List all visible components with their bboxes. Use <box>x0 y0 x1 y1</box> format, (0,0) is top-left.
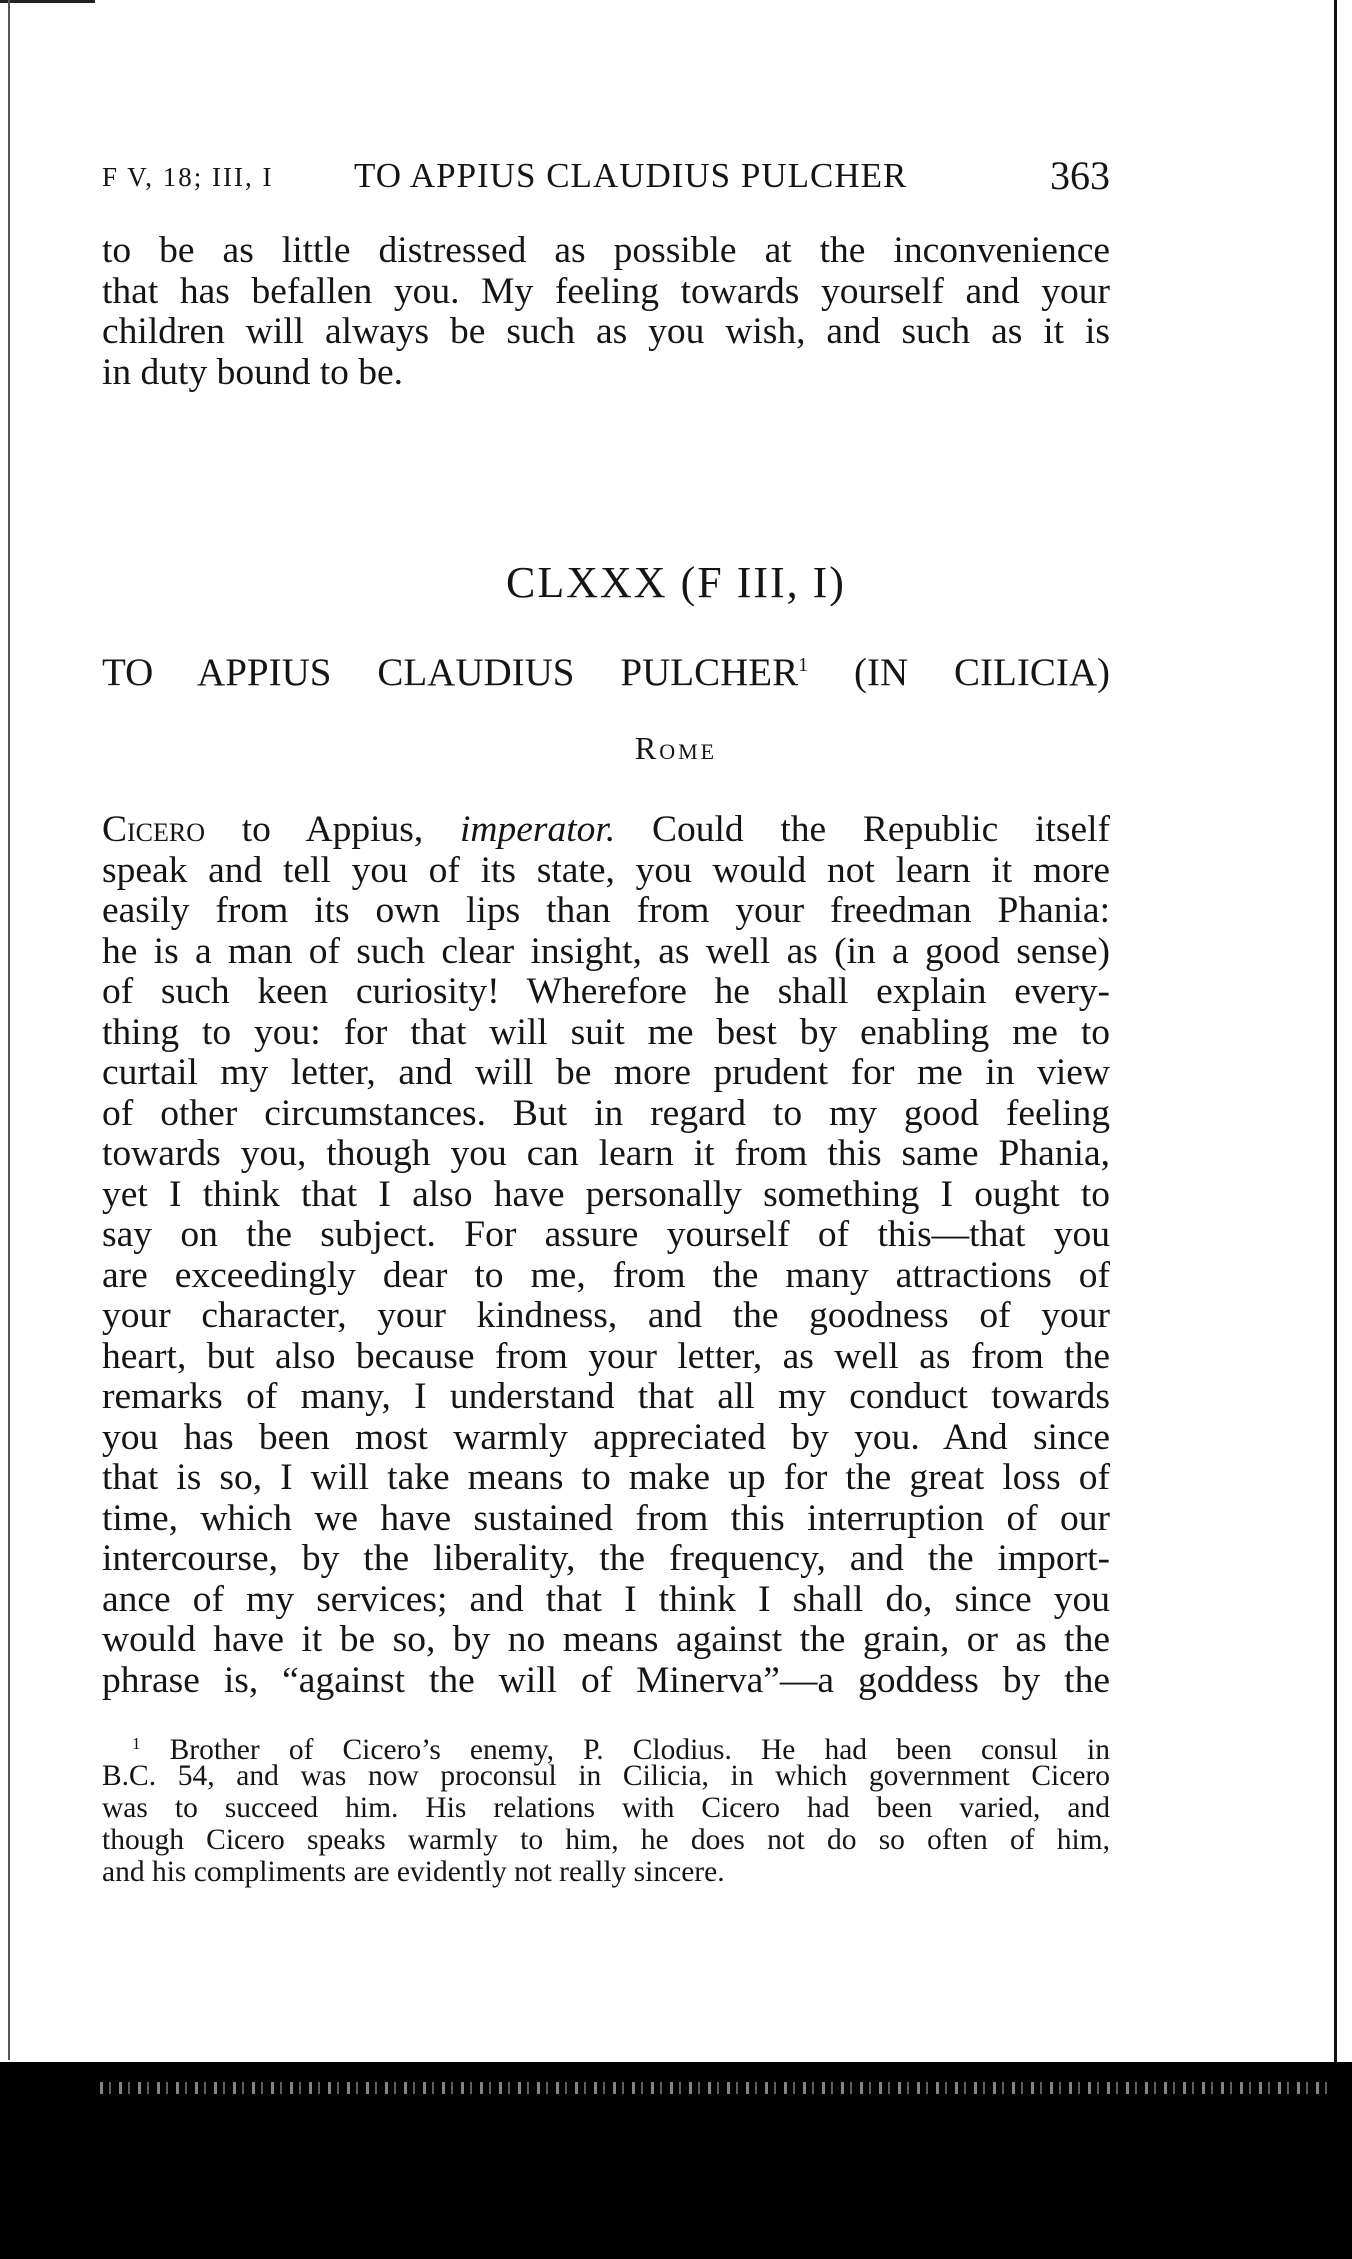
text-line: in duty bound to be. <box>102 351 404 393</box>
text-line: of such keen curiosity! Wherefore he shall explain every- <box>102 971 1110 1012</box>
letter-reference: (F III, I) <box>680 558 846 607</box>
footnote-line: B.C. 54, and was now proconsul in Cilicia, in which government Cicero <box>102 1760 1110 1792</box>
page-number: 363 <box>1050 153 1110 198</box>
footnote-text: Brother of Cicero’s enemy, P. Clodius. He had been consul in <box>169 1734 1111 1766</box>
letter-recipient: TO APPIUS CLAUDIUS PULCHER <box>102 651 799 694</box>
text-line: curtail my letter, and will be more prudent for me in view <box>102 1052 1110 1093</box>
text-line: intercourse, by the liberality, the frequency, and the import- <box>102 1538 1110 1579</box>
text-line: he is a man of such clear insight, as well as (in a good sense) <box>102 930 1110 972</box>
text-line: easily from its own lips than from your freedman Phania: <box>102 890 1110 931</box>
letter-number: CLXXX <box>506 558 668 607</box>
salutation-name: Cicero <box>102 809 206 850</box>
text-line: time, which we have sustained from this interruption of our <box>102 1497 1110 1539</box>
letter-heading <box>102 650 1110 695</box>
text-line: of other circumstances. But in regard to my good feeling <box>102 1092 1110 1134</box>
running-head-title: TO APPIUS CLAUDIUS PULCHER <box>354 156 908 195</box>
text-line: children will always be such as you wish, and such as it is <box>102 311 1110 352</box>
text-line: yet I think that I also have personally something I ought to <box>102 1173 1110 1215</box>
continued-paragraph <box>102 231 1110 393</box>
text-line: towards you, though you can learn it from this same Phania, <box>102 1133 1110 1174</box>
footnote-line: was to succeed him. His relations with Cicero had been varied, and <box>102 1792 1110 1824</box>
text-line: would have it be so, by no means against the grain, or as the <box>102 1619 1110 1660</box>
text-line: say on the subject. For assure yourself of this—that you <box>102 1214 1110 1255</box>
text-line: ance of my services; and that I think I shall do, since you <box>102 1578 1110 1620</box>
text-line: speak and tell you of its state, you would not learn it more <box>102 849 1110 891</box>
text-line: that is so, I will take means to make up for the great loss of <box>102 1457 1110 1498</box>
text-line-opening <box>102 810 1110 851</box>
text-line: that has befallen you. My feeling towards yourself and your <box>102 270 1110 312</box>
text-line: your character, your kindness, and the goodness of your <box>102 1295 1110 1336</box>
page-edge-left <box>8 0 10 2060</box>
footnote-marker: 1 <box>798 654 809 676</box>
text-line: to be as little distressed as possible at the inconvenience <box>102 230 1110 271</box>
letter-body <box>102 810 1110 1701</box>
text-line: phrase is, “against the will of Minerva”—a goddess by the <box>102 1659 1110 1701</box>
footnote-line: though Cicero speaks warmly to him, he does not do so often of him, <box>102 1824 1110 1856</box>
page-edge-top <box>0 0 95 3</box>
letter-location: (IN CILICIA) <box>853 651 1110 694</box>
footnote <box>102 1728 1110 1888</box>
salutation-title: imperator. <box>460 809 616 850</box>
text-line: heart, but also because from your letter, as well as from the <box>102 1335 1110 1377</box>
text-line: remarks of many, I understand that all my conduct towards <box>102 1376 1110 1417</box>
letter-place: Rome <box>634 730 718 766</box>
scan-artifacts <box>100 2082 1335 2094</box>
letter-number-heading <box>0 557 1352 608</box>
page-edge-right <box>1334 0 1337 2080</box>
running-head-reference: F V, 18; III, I <box>102 162 274 192</box>
footnote-line: and his compliments are evidently not really sincere. <box>102 1856 725 1888</box>
footnote-line <box>102 1728 1111 1766</box>
text-line: you has been most warmly appreciated by you. And since <box>102 1416 1110 1458</box>
running-head <box>102 152 1110 200</box>
text-line: thing to you: for that will suit me best by enabling me to <box>102 1011 1110 1053</box>
salutation-continuation: Could the Republic itself <box>615 809 1110 850</box>
salutation-text: to Appius, <box>205 809 461 850</box>
footnote-number: 1 <box>132 1734 141 1753</box>
text-line: are exceedingly dear to me, from the many attractions of <box>102 1254 1110 1296</box>
